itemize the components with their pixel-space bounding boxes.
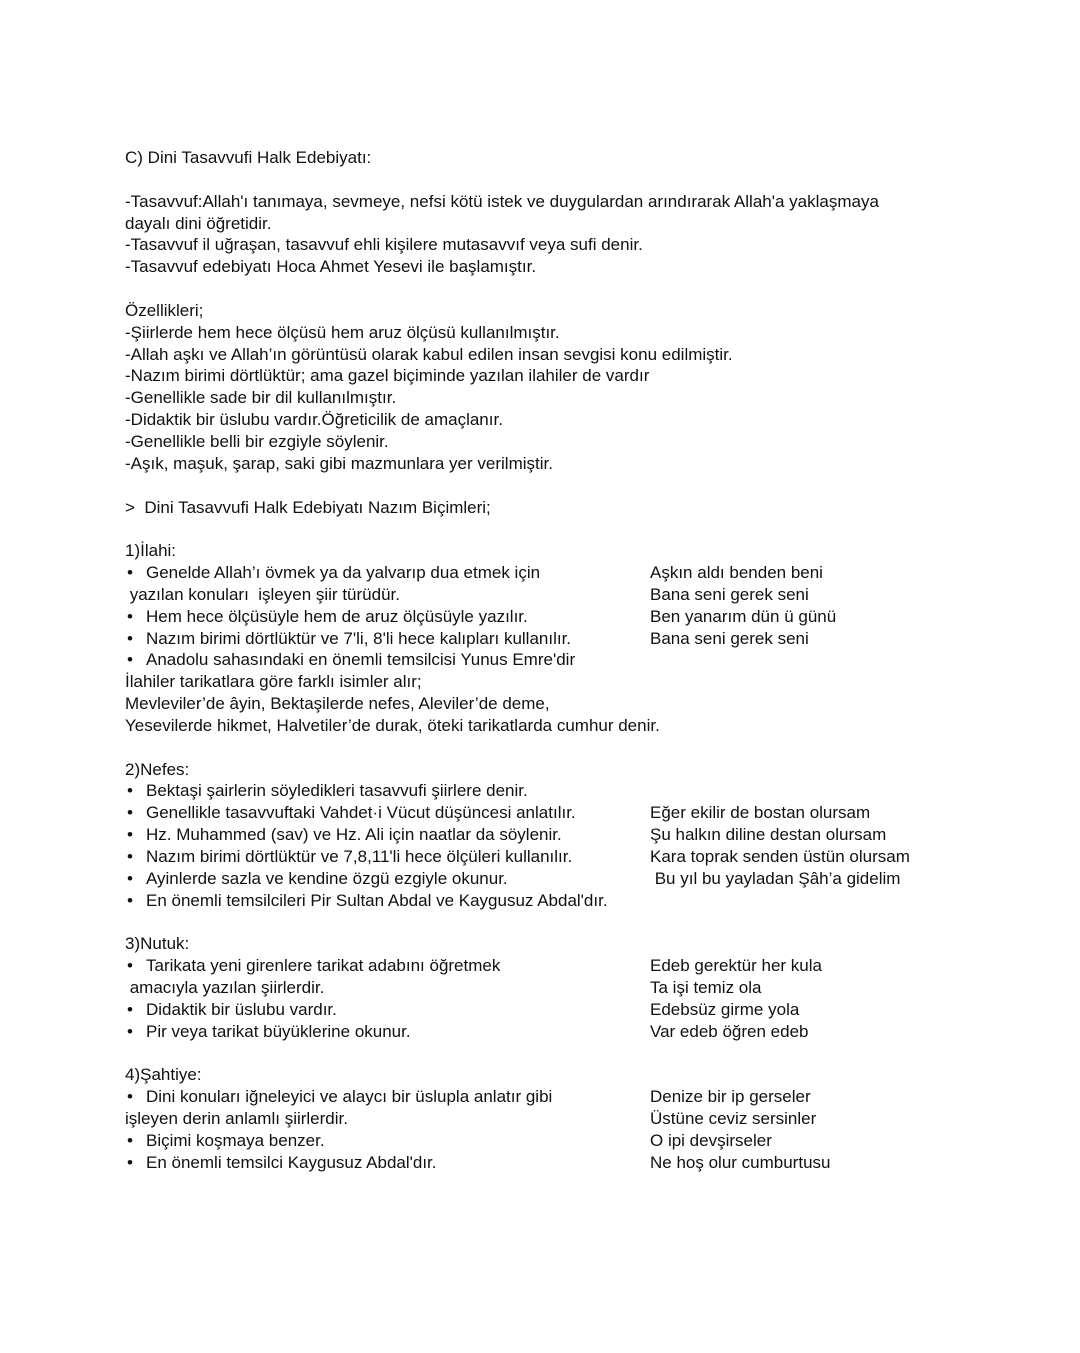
text-line [125, 1108, 1005, 1130]
bullet-line [125, 999, 1005, 1021]
bullet-icon: • [127, 606, 133, 626]
text-line [125, 497, 1005, 519]
poem-verse: Bana seni gerek seni [650, 628, 809, 648]
bullet-icon: • [127, 628, 133, 648]
line-text: 2)Nefes: [125, 759, 190, 779]
bullet-icon: • [127, 868, 133, 888]
document-body [125, 147, 1005, 1174]
bullet-line [125, 1130, 1005, 1152]
text-line [125, 365, 1005, 387]
line-text: Pir veya tarikat büyüklerine okunur. [146, 1021, 411, 1041]
text-line [125, 540, 1005, 562]
line-text: -Genellikle sade bir dil kullanılmıştır. [125, 388, 397, 408]
text-line [125, 715, 1005, 737]
line-text: Genellikle tasavvuftaki Vahdet·i Vücut düşüncesi anlatılır. [146, 803, 576, 823]
poem-verse: Denize bir ip gerseler [650, 1087, 811, 1107]
poem-verse: Bu yıl bu yayladan Şâh’a gidelim [650, 868, 901, 888]
text-line [125, 213, 1005, 235]
bullet-line [125, 824, 1005, 846]
line-text: -Nazım birimi dörtlüktür; ama gazel biçiminde yazılan ilahiler de vardır [125, 366, 650, 386]
text-line [125, 584, 1005, 606]
text-line [125, 234, 1005, 256]
line-text: dayalı dini öğretidir. [125, 213, 272, 233]
poem-verse: Bana seni gerek seni [650, 584, 809, 604]
line-text: Hem hece ölçüsüyle hem de aruz ölçüsüyle yazılır. [146, 606, 528, 626]
bullet-icon: • [127, 563, 133, 583]
bullet-line [125, 890, 1005, 912]
blank-line [125, 278, 1005, 300]
line-text: -Tasavvuf il uğraşan, tasavvuf ehli kişilere mutasavvıf veya sufi denir. [125, 235, 643, 255]
poem-verse: Üstüne ceviz sersinler [650, 1109, 817, 1129]
line-text: Nazım birimi dörtlüktür ve 7,8,11'li hece ölçüleri kullanılır. [146, 847, 573, 866]
bullet-icon: • [127, 825, 133, 845]
blank-line [125, 1043, 1005, 1065]
blank-line [125, 475, 1005, 497]
line-text: işleyen derin anlamlı şiirlerdir. [125, 1109, 348, 1129]
line-text: En önemli temsilci Kaygusuz Abdal'dır. [146, 1152, 437, 1172]
bullet-line [125, 562, 1005, 584]
text-line [125, 322, 1005, 344]
line-text: C) Dini Tasavvufi Halk Edebiyatı: [125, 148, 372, 167]
line-text: Biçimi koşmaya benzer. [146, 1130, 325, 1150]
blank-line [125, 169, 1005, 191]
text-line [125, 671, 1005, 693]
line-text: -Tasavvuf:Allah'ı tanımaya, sevmeye, nefsi kötü istek ve duygulardan arındırarak Allah'a yaklaşmaya [125, 191, 879, 211]
line-text: Yesevilerde hikmet, Halvetiler’de durak, öteki tarikatlarda cumhur denir. [125, 715, 660, 735]
line-text: Ayinlerde sazla ve kendine özgü ezgiyle okunur. [146, 868, 508, 888]
line-text: 3)Nutuk: [125, 934, 190, 954]
poem-verse: O ipi devşirseler [650, 1130, 772, 1150]
line-text: En önemli temsilcileri Pir Sultan Abdal ve Kaygusuz Abdal'dır. [146, 890, 608, 910]
bullet-line [125, 868, 1005, 890]
line-text: > Dini Tasavvufi Halk Edebiyatı Nazım Biçimleri; [125, 497, 491, 517]
text-line [125, 344, 1005, 366]
blank-line [125, 737, 1005, 759]
text-line [125, 409, 1005, 431]
text-line [125, 300, 1005, 322]
line-text: Dini konuları iğneleyici ve alaycı bir üslupla anlatır gibi [146, 1087, 553, 1107]
line-text: Anadolu sahasındaki en önemli temsilcisi Yunus Emre'dir [146, 650, 576, 670]
bullet-line [125, 649, 1005, 671]
bullet-icon: • [127, 847, 133, 866]
text-line [125, 431, 1005, 453]
poem-verse: Ne hoş olur cumburtusu [650, 1152, 831, 1172]
bullet-line [125, 802, 1005, 824]
text-line [125, 1064, 1005, 1086]
bullet-icon: • [127, 890, 133, 910]
text-line [125, 693, 1005, 715]
line-text: -Genellikle belli bir ezgiyle söylenir. [125, 431, 389, 451]
blank-line [125, 518, 1005, 540]
line-text: Tarikata yeni girenlere tarikat adabını öğretmek [146, 956, 501, 976]
bullet-icon: • [127, 999, 133, 1019]
bullet-line [125, 955, 1005, 977]
poem-verse: Eğer ekilir de bostan olursam [650, 803, 871, 823]
text-line [125, 977, 1005, 999]
line-text: amacıyla yazılan şiirlerdir. [125, 978, 325, 998]
line-text: 4)Şahtiye: [125, 1065, 202, 1085]
line-text: Hz. Muhammed (sav) ve Hz. Ali için naatlar da söylenir. [146, 825, 562, 845]
text-line [125, 256, 1005, 278]
line-text: Bektaşi şairlerin söyledikleri tasavvufi şiirlere denir. [146, 781, 528, 801]
line-text: Özellikleri; [125, 300, 204, 320]
line-text: Didaktik bir üslubu vardır. [146, 999, 337, 1019]
bullet-icon: • [127, 650, 133, 670]
bullet-line [125, 780, 1005, 802]
bullet-line [125, 1152, 1005, 1174]
line-text: İlahiler tarikatlara göre farklı isimler alır; [125, 672, 422, 692]
poem-verse: Aşkın aldı benden beni [650, 563, 823, 583]
poem-verse: Edebsüz girme yola [650, 999, 800, 1019]
text-line [125, 191, 1005, 213]
line-text: Nazım birimi dörtlüktür ve 7'li, 8'li hece kalıpları kullanılır. [146, 628, 572, 648]
bullet-line [125, 1021, 1005, 1043]
bullet-line [125, 606, 1005, 628]
bullet-icon: • [127, 803, 133, 823]
text-line [125, 759, 1005, 781]
poem-verse: Edeb gerektür her kula [650, 956, 822, 976]
bullet-icon: • [127, 1021, 133, 1041]
line-text: -Didaktik bir üslubu vardır.Öğreticilik de amaçlanır. [125, 410, 503, 430]
line-text: -Tasavvuf edebiyatı Hoca Ahmet Yesevi ile başlamıştır. [125, 257, 537, 277]
bullet-line [125, 1086, 1005, 1108]
poem-verse: Var edeb öğren edeb [650, 1021, 809, 1041]
poem-verse: Ta işi temiz ola [650, 978, 762, 998]
bullet-line [125, 846, 1005, 868]
bullet-icon: • [127, 956, 133, 976]
line-text: -Şiirlerde hem hece ölçüsü hem aruz ölçüsü kullanılmıştır. [125, 322, 560, 342]
bullet-icon: • [127, 1152, 133, 1172]
bullet-line [125, 628, 1005, 650]
text-line [125, 453, 1005, 475]
poem-verse: Şu halkın diline destan olursam [650, 825, 887, 845]
text-line [125, 387, 1005, 409]
bullet-icon: • [127, 1087, 133, 1107]
line-text: yazılan konuları işleyen şiir türüdür. [125, 584, 400, 604]
bullet-icon: • [127, 1130, 133, 1150]
text-line [125, 933, 1005, 955]
line-text: Mevleviler’de âyin, Bektaşilerde nefes, Aleviler’de deme, [125, 694, 550, 714]
line-text: -Allah aşkı ve Allah’ın görüntüsü olarak kabul edilen insan sevgisi konu edilmiştir. [125, 344, 733, 364]
line-text: -Aşık, maşuk, şarap, saki gibi mazmunlara yer verilmiştir. [125, 453, 553, 473]
blank-line [125, 912, 1005, 934]
text-line [125, 147, 1005, 169]
line-text: Genelde Allah’ı övmek ya da yalvarıp dua etmek için [146, 563, 541, 583]
bullet-icon: • [127, 781, 133, 801]
poem-verse: Ben yanarım dün ü günü [650, 606, 837, 626]
poem-verse: Kara toprak senden üstün olursam [650, 847, 910, 866]
line-text: 1)İlahi: [125, 541, 177, 561]
